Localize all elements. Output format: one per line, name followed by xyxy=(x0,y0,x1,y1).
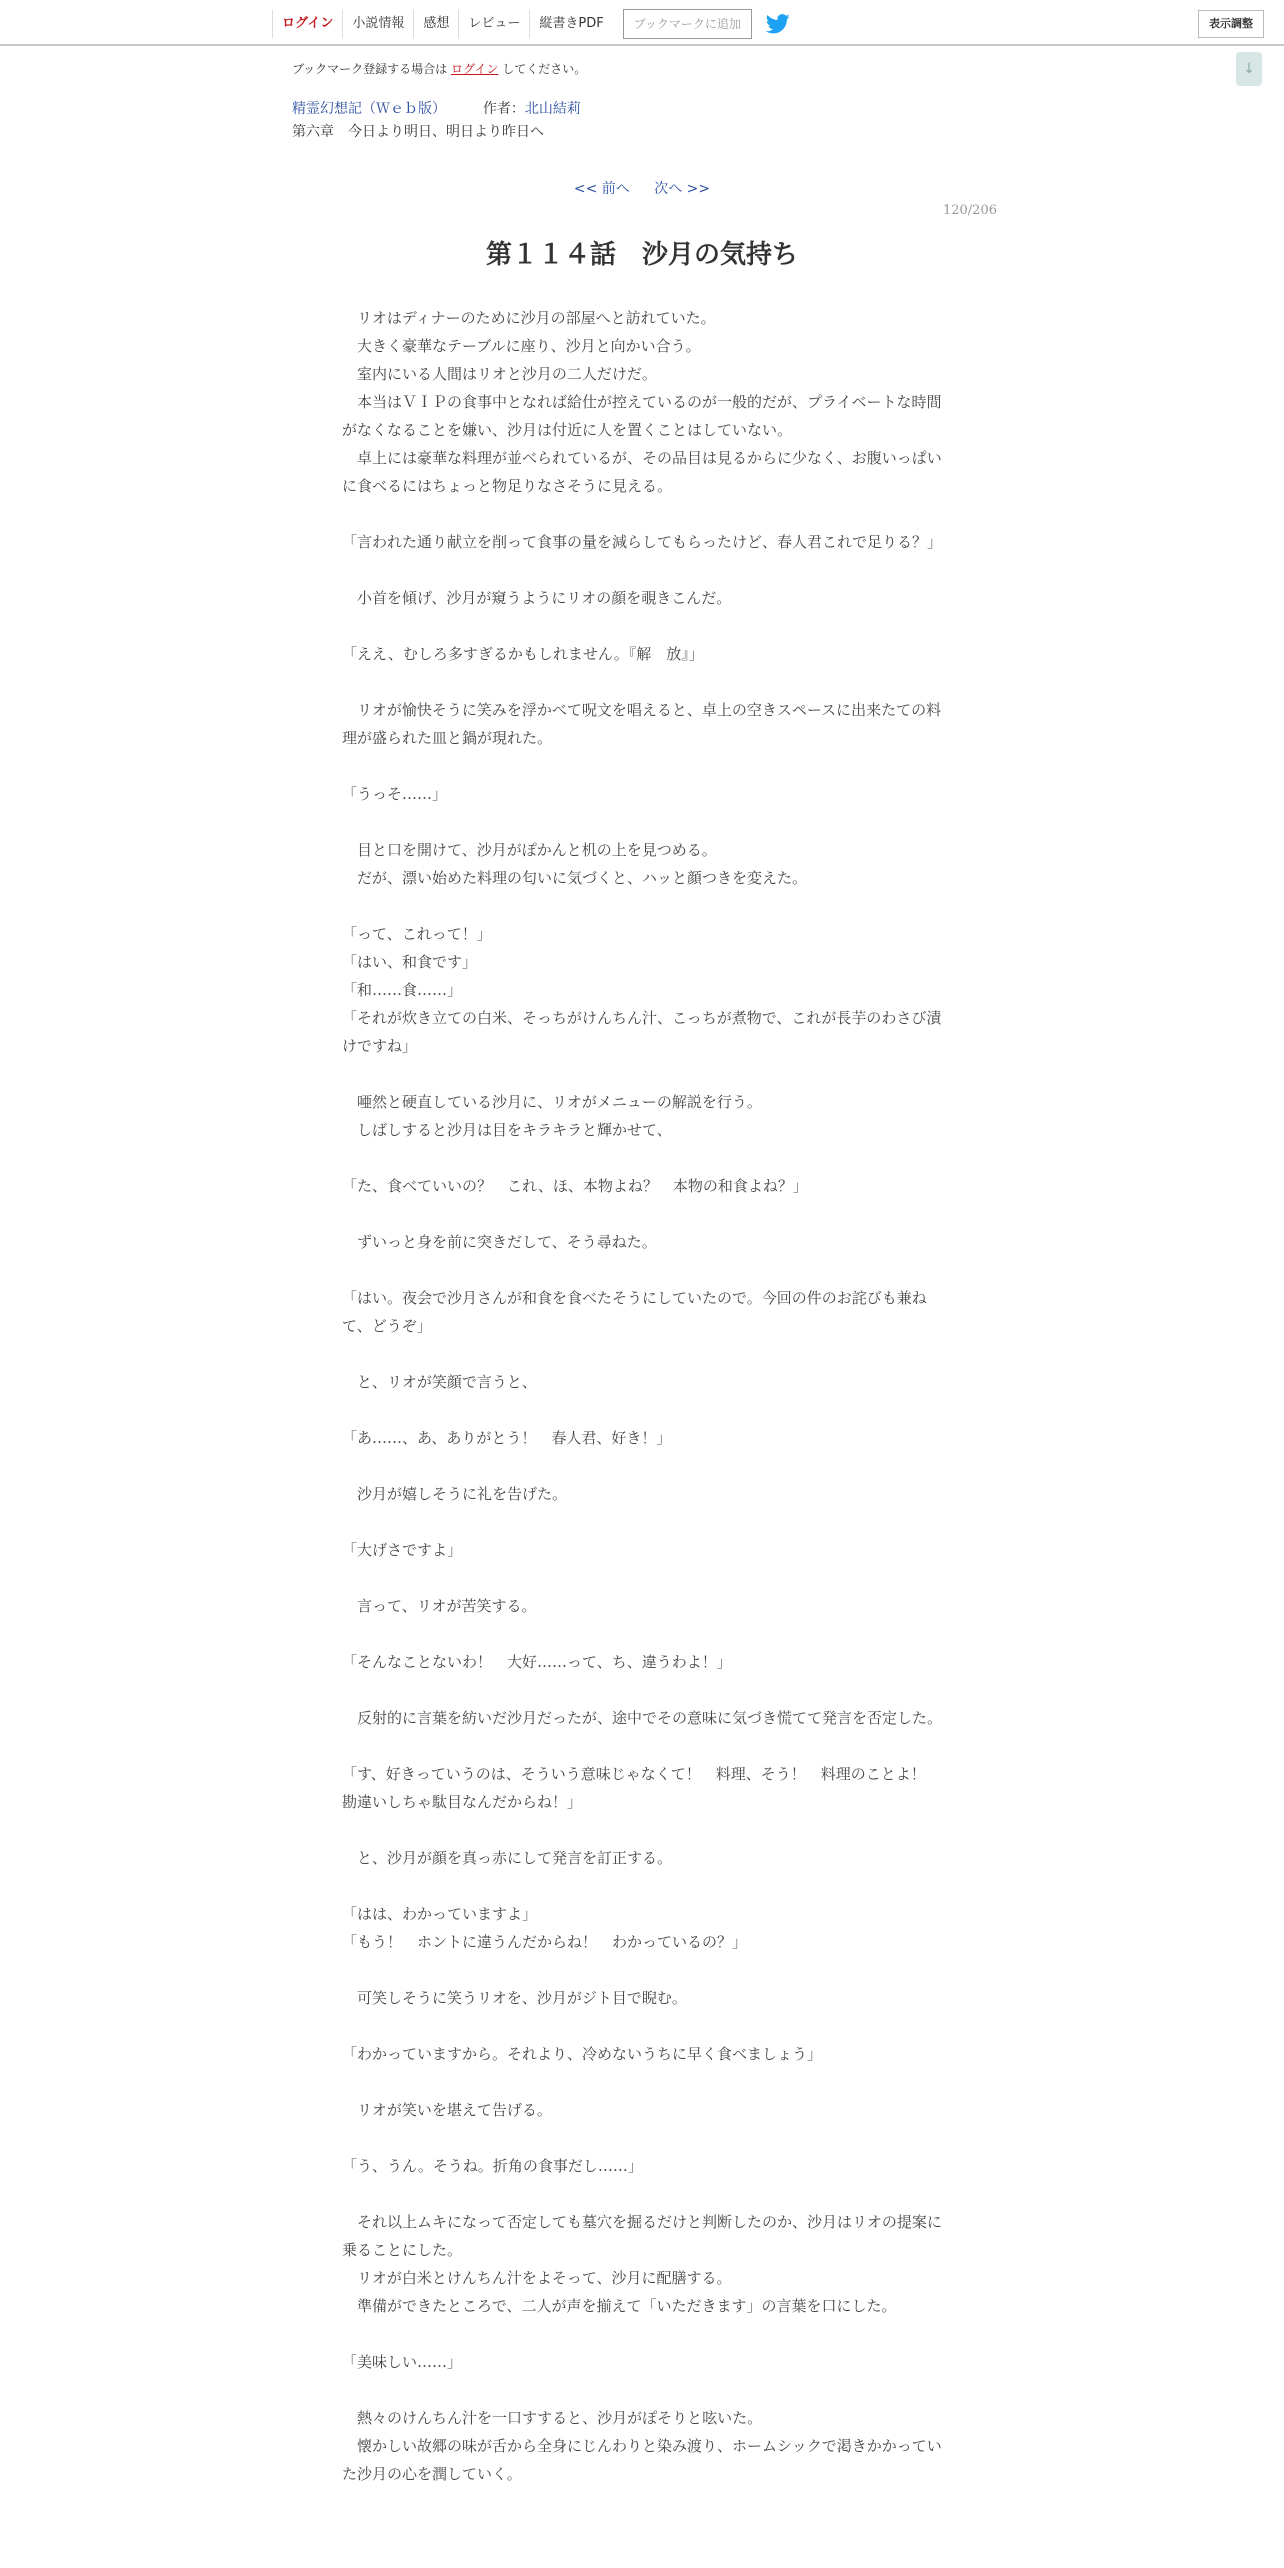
body-line: 「うっそ……」 xyxy=(342,785,448,803)
body-line: 大きく豪華なテーブルに座り、沙月と向かい合う。 xyxy=(342,337,701,355)
body-line: リオが白米とけんちん汁をよそって、沙月に配膳する。 xyxy=(342,2269,732,2287)
body-line: しばしすると沙月は目をキラキラと輝かせて、 xyxy=(342,1121,672,1139)
pager xyxy=(0,178,1284,198)
blank-line xyxy=(342,1620,942,1648)
blank-line xyxy=(342,612,942,640)
body-line: 懐かしい故郷の味が舌から全身にじんわりと染み渡り、ホームシックで渇きかかっていた沙月の心を潤していく。 xyxy=(342,2437,942,2483)
blank-line xyxy=(342,1508,942,1536)
body-line: 「言われた通り献立を削って食事の量を減らしてもらったけど、春人君これで足りる？」 xyxy=(342,533,943,551)
prev-link[interactable]: << 前へ xyxy=(573,181,630,197)
body-line: リオが愉快そうに笑みを浮かべて呪文を唱えると、卓上の空きスペースに出来たての料理が盛られた皿と鍋が現れた。 xyxy=(342,701,942,747)
blank-line xyxy=(342,1144,942,1172)
body-line: 「わかっていますから。それより、冷めないうちに早く食べましょう」 xyxy=(342,2045,823,2063)
body-line: 「す、好きっていうのは、そういう意味じゃなくて！ 料理、そう！ 料理のことよ！ 勘違いしちゃ駄目なんだからね！」 xyxy=(342,1765,941,1811)
blank-line xyxy=(342,2320,942,2348)
blank-line xyxy=(342,556,942,584)
body-line: リオが笑いを堪えて告げる。 xyxy=(342,2101,552,2119)
chapter-title: 第六章 今日より明日、明日より昨日へ xyxy=(292,124,544,140)
body-line: 「ええ、むしろ多すぎるかもしれません。『解 放』」 xyxy=(342,645,704,663)
impressions-link[interactable]: 感想 xyxy=(413,10,458,38)
author-link[interactable]: 北山結莉 xyxy=(524,101,581,117)
display-settings-button[interactable]: 表示調整 xyxy=(1198,10,1264,38)
blank-line xyxy=(342,1564,942,1592)
body-line: 「って、これって！」 xyxy=(342,925,492,943)
body-line: 室内にいる人間はリオと沙月の二人だけだ。 xyxy=(342,365,657,383)
body-line: 可笑しそうに笑うリオを、沙月がジト目で睨む。 xyxy=(342,1989,687,2007)
next-link[interactable]: 次へ >> xyxy=(654,181,711,197)
body-line: 目と口を開けて、沙月がぽかんと机の上を見つめる。 xyxy=(342,841,717,859)
body-line: 「た、食べていいの？ これ、ほ、本物よね？ 本物の和食よね？」 xyxy=(342,1177,808,1195)
novel-body xyxy=(342,304,942,2488)
nav-bar xyxy=(272,9,792,39)
top-bar xyxy=(0,0,1284,46)
add-bookmark-button[interactable]: ブックマークに追加 xyxy=(623,9,752,39)
blank-line xyxy=(342,668,942,696)
vertical-pdf-link[interactable]: 縦書きPDF xyxy=(529,10,612,38)
body-line: 準備ができたところで、二人が声を揃えて「いただきます」の言葉を口にした。 xyxy=(342,2297,897,2315)
blank-line xyxy=(342,1872,942,1900)
blank-line xyxy=(342,2124,942,2152)
body-line: 「美味しい……」 xyxy=(342,2353,463,2371)
blank-line xyxy=(342,1396,942,1424)
author-label: 作者： xyxy=(482,101,525,117)
body-line: だが、漂い始めた料理の匂いに気づくと、ハッと顔つきを変えた。 xyxy=(342,869,808,887)
blank-line xyxy=(342,1676,942,1704)
series-title-link[interactable]: 精霊幻想記（Ｗｅｂ版） xyxy=(292,101,446,117)
body-line: 「それが炊き立ての白米、そっちがけんちん汁、こっちが煮物で、これが長芋のわさび漬けですね」 xyxy=(342,1009,942,1055)
body-line: 「もう！ ホントに違うんだからね！ わかっているの？」 xyxy=(342,1933,748,1951)
blank-line xyxy=(342,2180,942,2208)
blank-line xyxy=(342,2068,942,2096)
body-line: リオはディナーのために沙月の部屋へと訪れていた。 xyxy=(342,309,716,327)
body-line: 「あ……、あ、ありがとう！ 春人君、好き！」 xyxy=(342,1429,672,1447)
bookmark-notice xyxy=(292,60,586,77)
scroll-down-button[interactable]: ↓ xyxy=(1236,52,1262,86)
blank-line xyxy=(342,808,942,836)
body-line: 「はい、和食です」 xyxy=(342,953,478,971)
series-info xyxy=(292,98,581,118)
episode-title: 第１１４話 沙月の気持ち xyxy=(485,240,798,270)
blank-line xyxy=(342,2376,942,2404)
body-line: 卓上には豪華な料理が並べられているが、その品目は見るからに少なく、お腹いっぱいに食べるにはちょっと物足りなさそうに見える。 xyxy=(342,449,942,495)
body-line: 小首を傾げ、沙月が窺うようにリオの顔を覗きこんだ。 xyxy=(342,589,732,607)
blank-line xyxy=(342,1200,942,1228)
notice-text-after: してください。 xyxy=(502,62,587,76)
body-line: 「和……食……」 xyxy=(342,981,463,999)
body-line: 「そんなことないわ！ 大好……って、ち、違うわよ！」 xyxy=(342,1653,732,1671)
blank-line xyxy=(342,1256,942,1284)
twitter-icon[interactable] xyxy=(764,10,792,38)
blank-line xyxy=(342,892,942,920)
notice-text-before: ブックマーク登録する場合は xyxy=(292,62,448,76)
blank-line xyxy=(342,2012,942,2040)
blank-line xyxy=(342,1340,942,1368)
blank-line xyxy=(342,1452,942,1480)
review-link[interactable]: レビュー xyxy=(458,10,529,38)
body-line: ずいっと身を前に突きだして、そう尋ねた。 xyxy=(342,1233,657,1251)
body-line: それ以上ムキになって否定しても墓穴を掘るだけと判断したのか、沙月はリオの提案に乗ることにした。 xyxy=(342,2213,942,2259)
body-line: 反射的に言葉を紡いだ沙月だったが、途中でその意味に気づき慌てて発言を否定した。 xyxy=(342,1709,943,1727)
body-line: 熱々のけんちん汁を一口すすると、沙月がぽそりと呟いた。 xyxy=(342,2409,763,2427)
body-line: 「はは、わかっていますよ」 xyxy=(342,1905,538,1923)
body-line: 沙月が嬉しそうに礼を告げた。 xyxy=(342,1485,568,1503)
body-line: 本当はＶＩＰの食事中となれば給仕が控えているのが一般的だが、プライベートな時間がなくなることを嫌い、沙月は付近に人を置くことはしていない。 xyxy=(342,393,942,439)
body-line: 唖然と硬直している沙月に、リオがメニューの解説を行う。 xyxy=(342,1093,762,1111)
blank-line xyxy=(342,752,942,780)
blank-line xyxy=(342,1732,942,1760)
episode-counter: 120/206 xyxy=(942,203,997,218)
blank-line xyxy=(342,1956,942,1984)
body-line: 「大げさですよ」 xyxy=(342,1541,463,1559)
body-line: と、沙月が顔を真っ赤にして発言を訂正する。 xyxy=(342,1849,673,1867)
body-line: 「はい。夜会で沙月さんが和食を食べたそうにしていたので。今回の件のお詫びも兼ねて、どうぞ」 xyxy=(342,1289,927,1335)
body-line: 「う、うん。そうね。折角の食事だし……」 xyxy=(342,2157,643,2175)
body-line: と、リオが笑顔で言うと、 xyxy=(342,1373,537,1391)
blank-line xyxy=(342,500,942,528)
novel-info-link[interactable]: 小説情報 xyxy=(342,10,413,38)
body-line: 言って、リオが苦笑する。 xyxy=(342,1597,537,1615)
blank-line xyxy=(342,1060,942,1088)
notice-login-link[interactable]: ログイン xyxy=(451,62,499,76)
login-link[interactable]: ログイン xyxy=(272,10,342,38)
blank-line xyxy=(342,1816,942,1844)
